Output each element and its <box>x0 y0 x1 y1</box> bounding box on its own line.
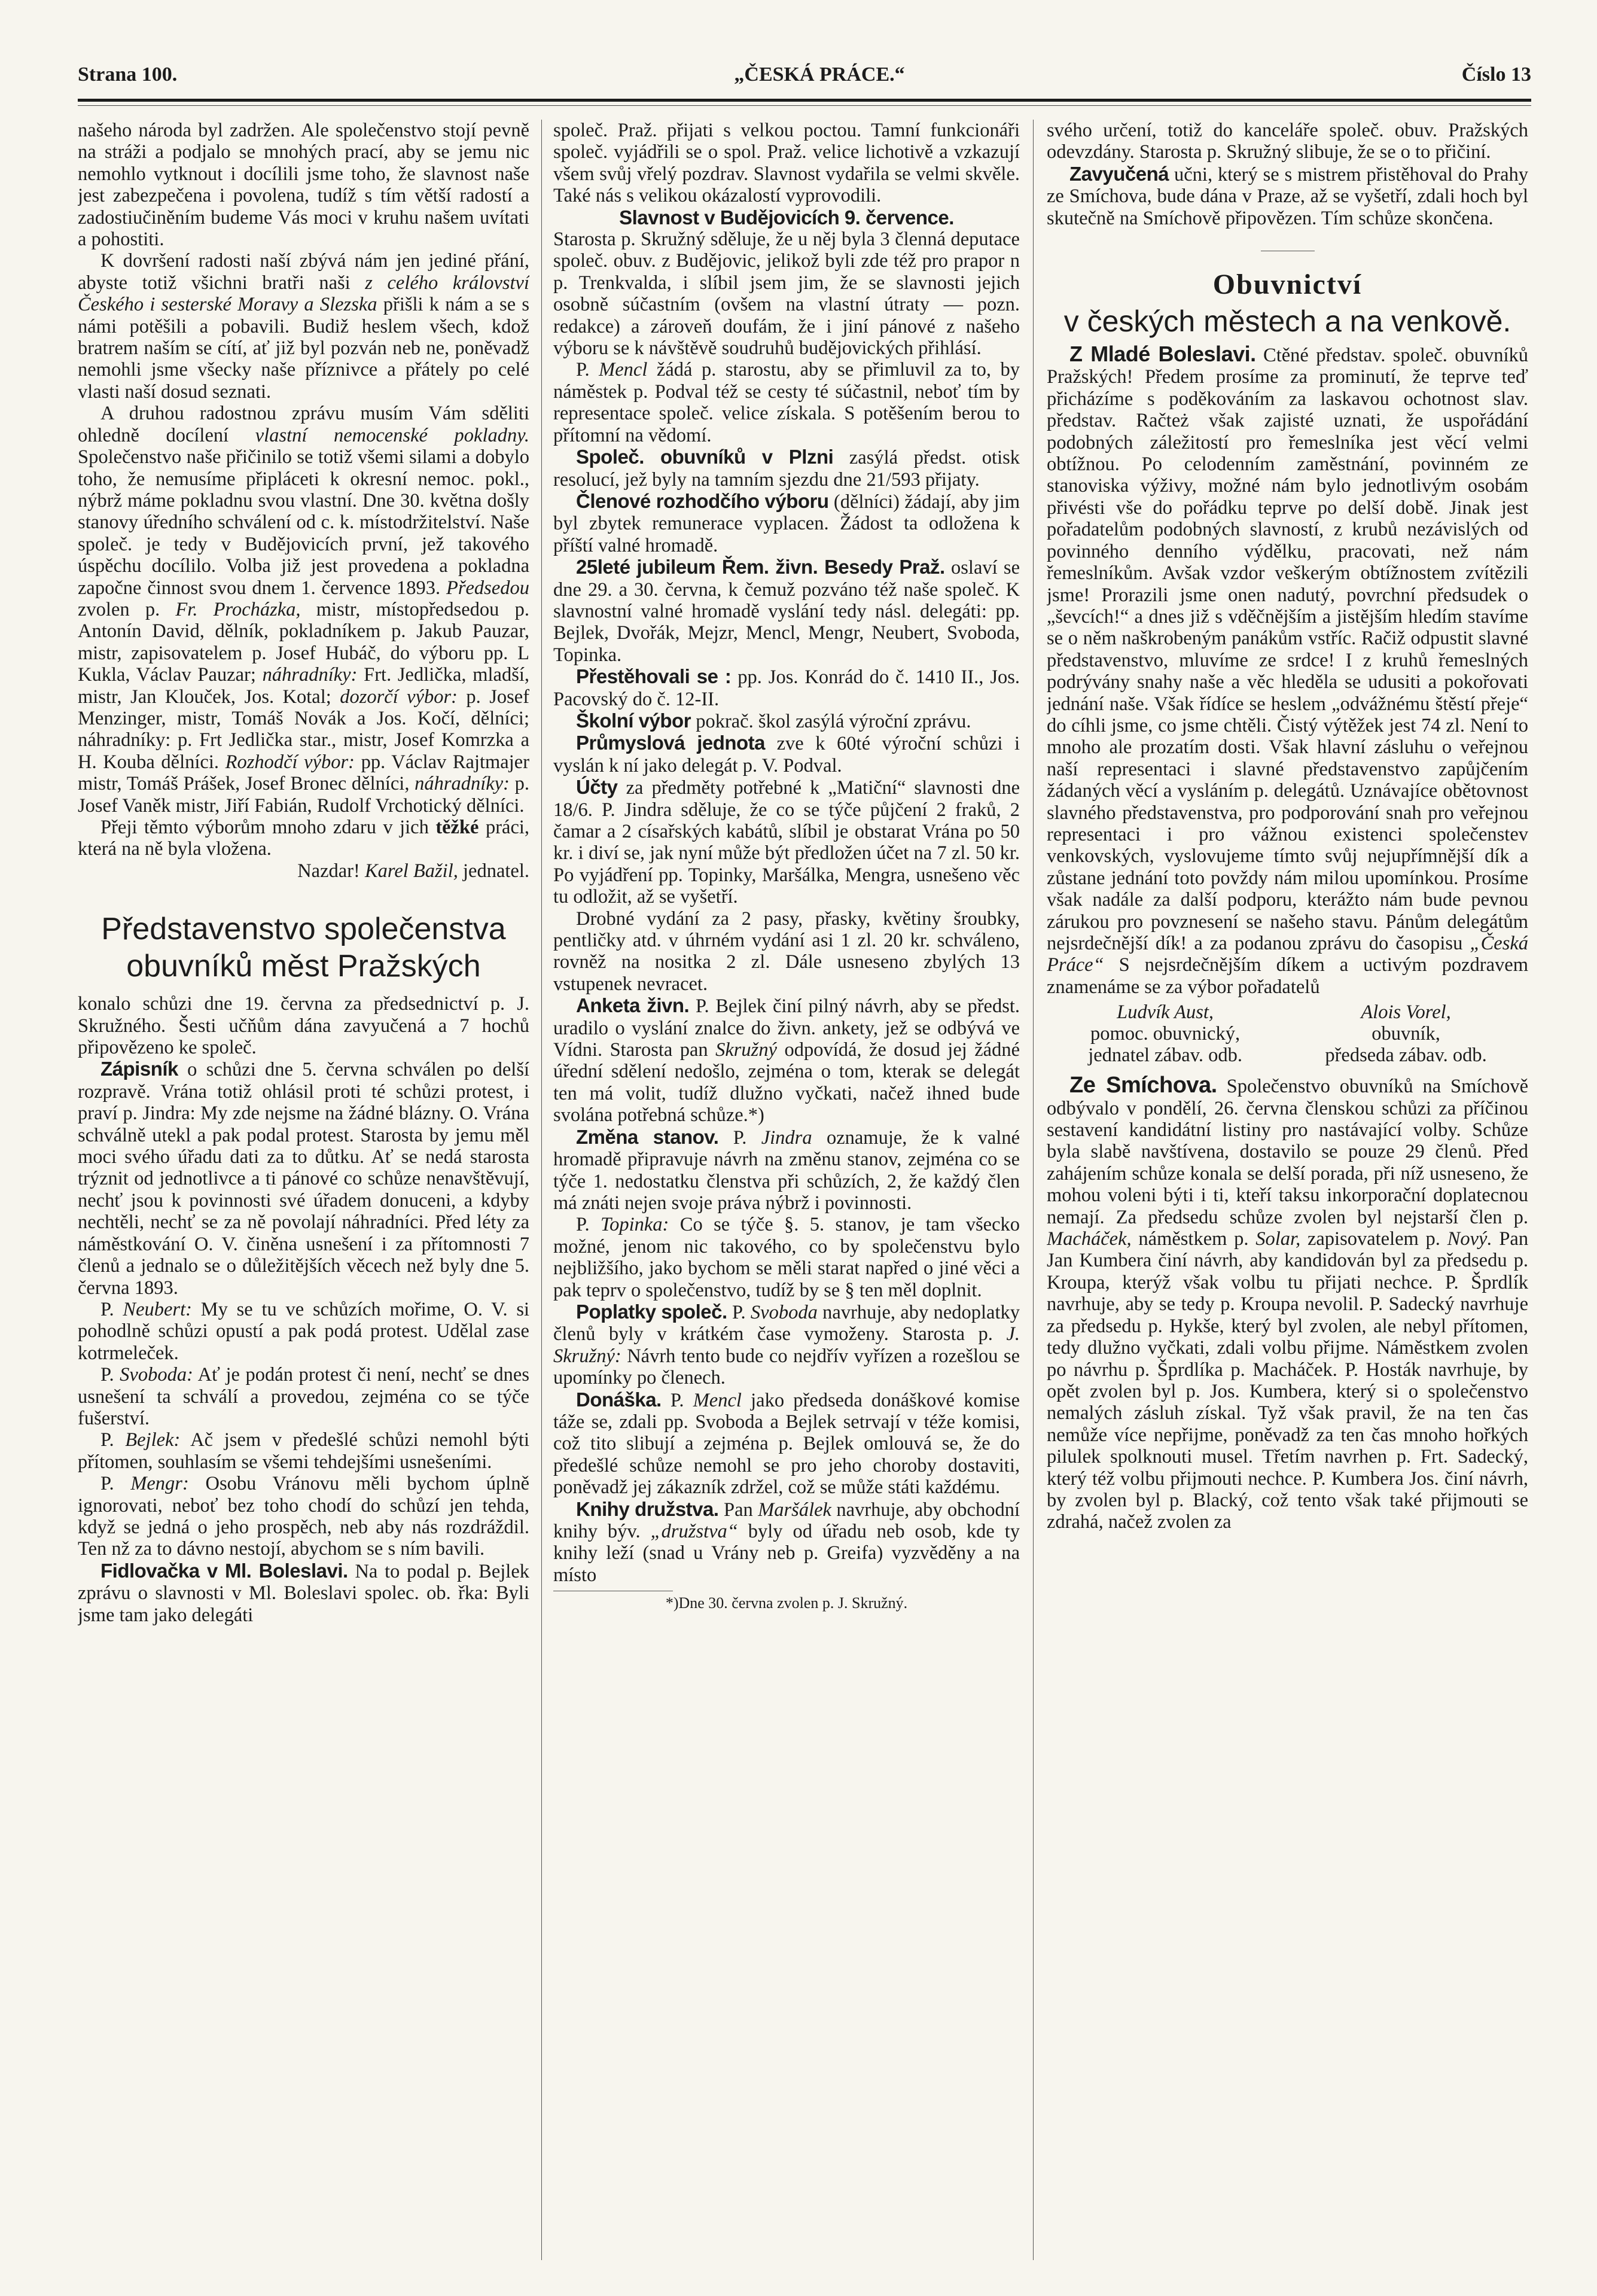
paragraph: Poplatky společ. P. Svoboda navrhuje, aby nedoplatky členů byly v krátkém čase vymoženy. Starosta p. J. Skružný: Návrh tento bude co nejdřív vyřízen a rozešlou se upomínky po členech. <box>553 1300 1020 1389</box>
paragraph: Zavyučená učni, který se s mistrem přistěhoval do Prahy ze Smíchova, bude dána v Praze, až se vyšetří, zdali hoch byl skutečně na Smíchově připovězen. Tím schůze skončena. <box>1047 162 1528 229</box>
paragraph: Drobné vydání za 2 pasy, přasky, květiny šroubky, pentličky atd. v úhrném vydání asi 1 zl. 20 kr. schváleno, rovněž na nositka 2 zl. Dále usneseno zbylých 13 vstupenek nevracet. <box>553 908 1020 995</box>
paragraph: konalo schůzi dne 19. června za předsednictví p. J. Skružného. Šesti učňům dána zavyučená a 7 hochů připovězeno ke společ. <box>78 993 529 1059</box>
paragraph: Školní výbor pokrač. škol zasýlá výroční zprávu. <box>576 709 971 732</box>
signature: Nazdar! Karel Bažil, jednatel. <box>297 860 529 882</box>
paragraph: Účty za předměty potřebné k „Matiční“ slavnosti dne 18/6. P. Jindra sděluje, že co se týče půjčení 2 fraků, 2 čamar a 2 císařských kabátů, slíbil je obstarat Vrána po 50 kr. i diví se, jak nyní může být předložen účet na 7 zl. 50 kr. Po vyjádření pp. Topinky, Maršálka, Mengra, usnešeno věc tu odložit, až se vyšetří. <box>553 776 1020 908</box>
paragraph: svého určení, totiž do kanceláře společ. obuv. Pražských odevzdány. Starosta p. Skružný slibuje, že se o to přičiní. <box>1047 120 1528 163</box>
paragraph: Starosta p. Skružný sděluje, že u něj byla 3 členná deputace společ. obuv. z Budějovic, jelikož byli zde též pro prapor n p. Trenkvalda, i slíbil jsem jim, že se slavnosti jejich osobně súčastním (ovšem na vlastní útraty — pozn. redakce) a zároveň doufám, že i jiní pánové z našeho výboru se k návštěvě soudruhů budějovických přihlásí. <box>553 229 1020 360</box>
paragraph: A druhou radostnou zprávu musím Vám sděliti ohledně docílení vlastní nemocenské pokladny. Společenstvo naše přičinilo se totiž všemi silami a dobylo toho, že nemusíme připláceti k okresní nemoc. pokl., nýbrž máme pokladnu svou vlastní. Dne 30. května došly stanovy úředního schválení od c. k. místodržitelství. Naše společ. je tedy v Budějovicích první, jež takového úspěchu docílilo. Volba již jest provedena a pokladna započne činnost svou dnem 1. července 1893. Předsedou zvolen p. Fr. Procházka, mistr, místopředsedou p. Antonín David, dělník, pokladníkem p. Jakub Pauzar, mistr, zapisovatelem p. Josef Hubáč, do výboru pp. L Kukla, Václav Pauzar; náhradníky: Frt. Jedlička, mladší, mistr, Jan Klouček, Jos. Kotal; dozorčí výbor: p. Josef Menzinger, mistr, Tomáš Novák a Jos. Kočí, dělníci; náhradníky: p. Frt Jedlička star., mistr, Josef Komrzka a H. Kouba dělníci. Rozhodčí výbor: pp. Václav Rajtmajer mistr, Tomáš Prášek, Josef Bronec dělníci, náhradníky: p. Josef Vaněk mistr, Jiří Fabián, Rudolf Vrchotický dělníci. <box>78 403 529 817</box>
signature-block: Alois Vorel, obuvník, předseda zábav. odb. <box>1325 1001 1487 1067</box>
column-3 <box>1047 120 1528 2260</box>
paragraph: našeho národa byl zadržen. Ale společenstvo stojí pevně na stráži a podjalo se mnohých prací, aby se jemu nic nemohlo vytknout i docílili jsme toho, že slavnost naše jest zabezpečena i povolena, tudíž s tím větší radostí a zadostiučiněním budeme Vás moci v kruhu našem uvítati a pohostiti. <box>78 120 529 251</box>
paragraph: K dovršení radosti naší zbývá nám jen jediné přání, abyste totiž všichni bratři naši z celého království Českého i sesterské Moravy a Slezska přišli k nám a se s námi potěšili a pobavili. Budiž heslem všech, kdož bratrem naším se cítí, ať již byl pozván neb ne, poněvadž nemohli jsme všecky naše příznivce a přátely po celé vlasti naší dosud seznati. <box>78 250 529 403</box>
header-rule-thin <box>78 105 1531 106</box>
section-title: Obuvnictví <box>1212 269 1363 301</box>
column-divider <box>1033 120 1034 2260</box>
article-title: Představenstvo společenstva obuvníků měst Pražských <box>101 912 506 984</box>
paragraph: Fidlovačka v Ml. Boleslavi. Na to podal p. Bejlek zprávu o slavnosti v Ml. Boleslavi spolec. ob. řka: Byli jsme tam jako delegáti <box>78 1559 529 1626</box>
header-rule-thick <box>78 99 1531 102</box>
paragraph: Společ. obuvníků v Plzni zasýlá předst. otisk resolucí, jež byly na tamním sjezdu dne 21/593 přijaty. <box>553 446 1020 491</box>
paragraph: Z Mladé Boleslavi. Ctěné představ. společ. obuvníků Pražských! Předem prosíme za prominutí, že teprve teď přicházíme s poděkováním za laskavou ochotnost slav. představ. Račteż však zajisté uznati, že uspořádání podobných záležitostí pro řemeslníka jest věcí velmi obtížnou. Po celodenním zaměstnání, povinném ze stanoviska výživy, možné nám bylo jednotlivým osobám přivésti vše do pořádku teprve po delší době. Jinak jest pořadatelům podobných slavností, z krubů nezávislých od povinného denního výdělku, pracovati, než nám řemeslníkům. Avšak vzdor veškerým obtížnostem zvítězili jsme! Prorazili jsme onen nadutý, povrchní předsudek o „ševcích!“ a dnes již s vděčnějším a jistějším hledím stavíme se o něm naškrobeným panákům vstříc. Račiž odpustit slavné představenstvo, mluvíme ze srdce! I z kruhů řemeslných podrývány snahy naše a věc hleděla se udusiti a pokořovati jednání naše. Však řídíce se heslem „odvážnému štěstí přeje“ do cíhli jsme, co jsme chtěli. Čistý výtěžek jest 74 zl. Není to mnoho ale prozatím dosti. Však hlavní zásluhu o veřejnou naší representaci i slavné představenstvo zapůjčením žádaných věcí a vysláním p. delegátů. Uznávajíce obětovnost slavného představenstva, pro podporování snah pro veřejnou representaci i pro vážnou existenci společenstev venkovských, vyslovujeme tímto svůj nejupřímnější dík a zůstane jednání toto povždy nám milou upomínkou. Prosíme však nadále za další podporu, kterážto nám bude pevnou zárukou pro povznesení se našeho stavu. Pánům delegátům nejsrdečnější dík! a za podanou zprávu do časopisu „Česká Práce“ S nejsrdečnějším díkem a uctivým pozdravem znamenáme se za výbor pořadatelů <box>1047 342 1528 998</box>
paragraph: Ze Smíchova. Společenstvo obuvníků na Smíchově odbývalo v pondělí, 26. června členskou schůzi za příčinou sestavení kandidátní listiny pro nastávající volby. Schůze byla slabě navštívena, dostavilo se pouze 29 členů. Před zahájením schůze konala se delší porada, při níž usneseno, že mohou voleni býti i ti, kteří taksu inkorporační doplatecnou nemají. Za předsedu schůze zvolen byl nejstarší člen p. Macháček, náměstkem p. Solar, zapisovatelem p. Nový. Pan Jan Kumbera činí návrh, aby kandidován byl za předsedu p. Kroupa, kterýž však volbu tu přijati nechce. P. Šprdlík navrhuje, aby se tedy p. Kroupa nevolil. P. Sadecký navrhuje za předsedu p. Hykše, který byl zvolen, ale nebyl přítomen, tedy dlužno vyčkati, zdali volbu přijme. Náměstkem zvolen po návrhu p. Šprdlíka p. Macháček. P. Hosták navrhuje, by opět zvolen byl p. Jos. Kumbera, který si o společenstvo nemalých zásluh získal. Tyž však pravil, že na ten čas nemůže více nepřijme, poněvadž za ten čas mnoho hořkých pilulek spolknouti musel. Třetím navrhen p. Frt. Sadecký, který též volbu přijmouti nechce. P. Kumbera Jos. činí návrh, by zvolen byl p. Blacký, což tento však také přijmouti se zdrahá, načež zvolen za <box>1047 1073 1528 1533</box>
paragraph: Změna stanov. P. Jindra oznamuje, že k valné hromadě připravuje návrh na změnu stanov, zejména co se týče 1. nedostatku členstva při schůzích, 2, že každý člen má znáti nejen svoje práva nýbrž i povinnosti. <box>553 1125 1020 1214</box>
paragraph: P. Topinka: Co se týče §. 5. stanov, je tam všecko možné, jenom nic takového, co by společenstvu bylo nejbližšího, jako bychom se měli starat napřed o jiné věci a pak teprv o společenstvo, tudíž by se § ten měl doplnit. <box>553 1214 1020 1301</box>
page-header <box>78 57 1531 93</box>
paragraph: P. Bejlek: Ač jsem v předešlé schůzi nemohl býti přítomen, souhlasím se všemi tehdejšími usnešeními. <box>78 1429 529 1473</box>
masthead-title: „ČESKÁ PRÁCE.“ <box>734 63 905 86</box>
issue-number: Číslo 13 <box>1461 63 1531 86</box>
paragraph: Zápisník o schůzi dne 5. června schválen po delší rozpravě. Vrána totiž ohlásil proti té schůzi protest, i praví p. Jindra: My zde nejsme na žádné blázny. O. Vrána schválně utekl a pak podal protest. Starosta by jemu měl moci svého úřadu dati za to důtku. Ať se nedá starosta trýznit od jednotlivce a ti pánové co schůze nenavštěvují, nechť jsou k povinnosti své úřadem donuceni, a kdyby nechtěli, nechť se za ně povolají náhradníci. Před léty za náměstkování O. V. činěna usnešení i za přítomnosti 7 členů a jednalo se o důležitějších věcech než byly dne 5. června 1893. <box>78 1058 529 1299</box>
paragraph: Přestěhovali se : pp. Jos. Konrád do č. 1410 II., Jos. Pacovský do č. 12-II. <box>553 665 1020 710</box>
paragraph: 25leté jubileum Řem. živn. Besedy Praž. oslaví se dne 29. a 30. června, k čemuž pozváno též naše společ. K slavnostní valné hromadě vyslání tedy násl. delegáti: pp. Bejlek, Dvořák, Mejzr, Mencl, Mengr, Neubert, Svoboda, Topinka. <box>553 556 1020 666</box>
paragraph: P. Mencl žádá p. starostu, aby se přimluvil za to, by náměstek p. Podval též se cesty té súčastnil, neboť tím by representace společ. velice získala. S potěšením berou to přítomní na vědomí. <box>553 359 1020 446</box>
section-heading: Slavnost v Budějovicích 9. července. <box>619 206 954 229</box>
paragraph: P. Mengr: Osobu Vránovu měli bychom úplně ignorovati, neboť bez toho chodí do schůzí jen tehda, když se jedná o jeho prospěch, neb aby nás rozdráždil. Ten nž za to dávno nestojí, abychom se s ním bavili. <box>78 1473 529 1560</box>
paragraph: P. Svoboda: Ať je podán protest či není, nechť se dnes usnešení ta schválí a provedou, zejména co se týče fušerství. <box>78 1364 529 1429</box>
paragraph: Anketa živn. P. Bejlek činí pilný návrh, aby se předst. uradilo o vyslání znalce do živn. ankety, jež se odbývá ve Vídni. Starosta pan Skružný odpovídá, že dosud jej žádné úřední sdělení nedošlo, zejména o tom, kterak se delegát ten má volit, tudíž dlužno vyčkati, načež ihned bude svolána potřebná schůze.*) <box>553 994 1020 1126</box>
paragraph: Donáška. P. Mencl jako předseda donáškové komise táže se, zdali pp. Svoboda a Bejlek setrvají v téže komisi, což tito slibují a zejména p. Bejlek omlouvá se, že do předešlé schůze nemohl se pro jeho choroby dostaviti, poněvadž jej zákazník zdržel, což se může státi každému. <box>553 1388 1020 1499</box>
paragraph: Průmyslová jednota zve k 60té výroční schůzi i vyslán k ní jako delegát p. V. Podval. <box>553 732 1020 777</box>
paragraph: P. Neubert: My se tu ve schůzích mořime, O. V. si pohodlně schůzi opustí a pak podá protest. Udělal zase kotrmeleček. <box>78 1298 529 1364</box>
signatures <box>1047 1001 1528 1066</box>
footnote: *)Dne 30. června zvolen p. J. Skružný. <box>665 1594 908 1612</box>
column-1 <box>78 120 529 2260</box>
section-subtitle: v českých městech a na venkově. <box>1063 304 1511 339</box>
signature-block: Ludvík Aust, pomoc. obuvnický, jednatel zábav. odb. <box>1088 1001 1242 1067</box>
paragraph: Přeji těmto výborům mnoho zdaru v jich těžké práci, která na ně byla vložena. <box>78 817 529 860</box>
paragraph: společ. Praž. přijati s velkou poctou. Tamní funkcionáři společ. vyjádřili se o spol. Praž. velice lichotivě a vzkazují všem svůj vřelý pozdrav. Slavnost vydařila se velmi skvěle. Také nás s velikou okázalostí vyprovodili. <box>553 120 1020 207</box>
paragraph: Knihy družstva. Pan Maršálek navrhuje, aby obchodní knihy býv. „družstva“ byly od úřadu neb osob, kde ty knihy leží (snad u Vrány neb p. Greifa) vyzvěděny a na místo <box>553 1497 1020 1586</box>
paragraph: Členové rozhodčího výboru (dělníci) žádají, aby jim byl zbytek remunerace vyplacen. Žádost ta odložena k příští valné hromadě. <box>553 489 1020 556</box>
column-divider <box>541 120 542 2260</box>
page-number: Strana 100. <box>78 63 178 86</box>
column-2 <box>553 120 1020 2260</box>
